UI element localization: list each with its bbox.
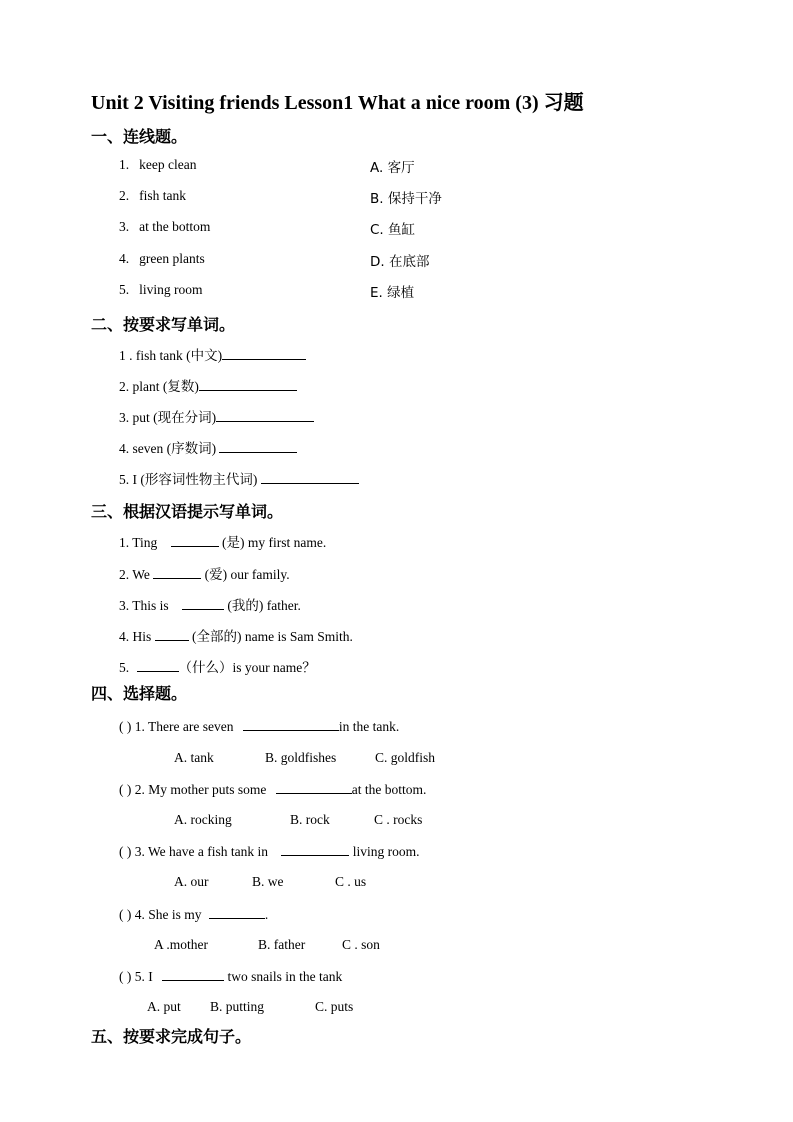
choice-option[interactable]: C. goldfish	[375, 750, 436, 765]
answer-blank[interactable]	[216, 409, 314, 422]
answer-blank[interactable]	[155, 628, 189, 641]
choice-option[interactable]: B. goldfishes	[265, 750, 337, 765]
choice-question: ( ) 5. I two snails in the tank	[119, 969, 343, 984]
match-right-item: C. 鱼缸	[370, 222, 416, 238]
answer-blank[interactable]	[209, 906, 265, 919]
match-right-item: E. 绿植	[370, 285, 415, 301]
choice-question: ( ) 2. My mother puts some at the bottom.	[119, 782, 427, 797]
answer-blank[interactable]	[153, 566, 201, 579]
choice-option[interactable]: B. rock	[290, 812, 330, 827]
choice-question: ( ) 4. She is my .	[119, 907, 269, 922]
choice-option[interactable]: A. rocking	[174, 812, 232, 827]
choice-option[interactable]: C . us	[335, 874, 367, 889]
answer-blank[interactable]	[261, 471, 359, 484]
answer-blank[interactable]	[171, 534, 219, 547]
choice-option[interactable]: C . rocks	[374, 812, 423, 827]
hint-question: 2. We (爱) our family.	[119, 567, 290, 582]
word-question: 5. I (形容词性物主代词)	[119, 468, 359, 488]
section-3-heading: 三、根据汉语提示写单词。	[91, 502, 284, 521]
choice-option[interactable]: C. puts	[315, 999, 354, 1014]
match-left-item: 1. keep clean	[119, 157, 197, 172]
answer-blank[interactable]	[276, 781, 352, 794]
choice-option[interactable]: A. tank	[174, 750, 214, 765]
choice-option[interactable]: B. we	[252, 874, 284, 889]
answer-blank[interactable]	[199, 378, 297, 391]
answer-blank[interactable]	[182, 597, 224, 610]
page-title: Unit 2 Visiting friends Lesson1 What a nice room (3) 习题	[91, 92, 584, 114]
section-4-heading: 四、选择题。	[91, 684, 188, 703]
choice-option[interactable]: B. father	[258, 937, 306, 952]
choice-option[interactable]: A .mother	[154, 937, 208, 952]
answer-blank[interactable]	[219, 440, 297, 453]
choice-question: ( ) 1. There are seven in the tank.	[119, 719, 400, 734]
section-5-heading: 五、按要求完成句子。	[91, 1027, 252, 1046]
choice-option[interactable]: A. our	[174, 874, 209, 889]
match-left-item: 5. living room	[119, 282, 203, 297]
word-question: 4. seven (序数词)	[119, 437, 297, 457]
section-2-heading: 二、按要求写单词。	[91, 315, 236, 334]
hint-question: 5. （什么）is your name？	[119, 660, 316, 675]
choice-option[interactable]: C . son	[342, 937, 380, 952]
hint-question: 4. His (全部的) name is Sam Smith.	[119, 629, 353, 644]
match-right-item: A. 客厅	[370, 160, 415, 176]
match-left-item: 3. at the bottom	[119, 219, 211, 234]
choice-option[interactable]: A. put	[147, 999, 181, 1014]
section-1-heading: 一、连线题。	[91, 127, 188, 146]
hint-question: 3. This is (我的) father.	[119, 598, 301, 613]
answer-blank[interactable]	[243, 718, 339, 731]
match-left-item: 2. fish tank	[119, 188, 186, 203]
choice-option[interactable]: B. putting	[210, 999, 265, 1014]
word-question: 2. plant (复数)	[119, 375, 297, 395]
match-right-item: B. 保持干净	[370, 191, 442, 207]
answer-blank[interactable]	[281, 843, 349, 856]
match-left-item: 4. green plants	[119, 251, 205, 266]
choice-question: ( ) 3. We have a fish tank in living room.	[119, 844, 420, 859]
answer-blank[interactable]	[162, 968, 224, 981]
answer-blank[interactable]	[222, 347, 306, 360]
answer-blank[interactable]	[137, 659, 179, 672]
hint-question: 1. Ting (是) my first name.	[119, 535, 327, 550]
word-question: 1 . fish tank (中文)	[119, 344, 306, 364]
word-question: 3. put (现在分词)	[119, 406, 314, 426]
match-right-item: D. 在底部	[370, 254, 430, 270]
